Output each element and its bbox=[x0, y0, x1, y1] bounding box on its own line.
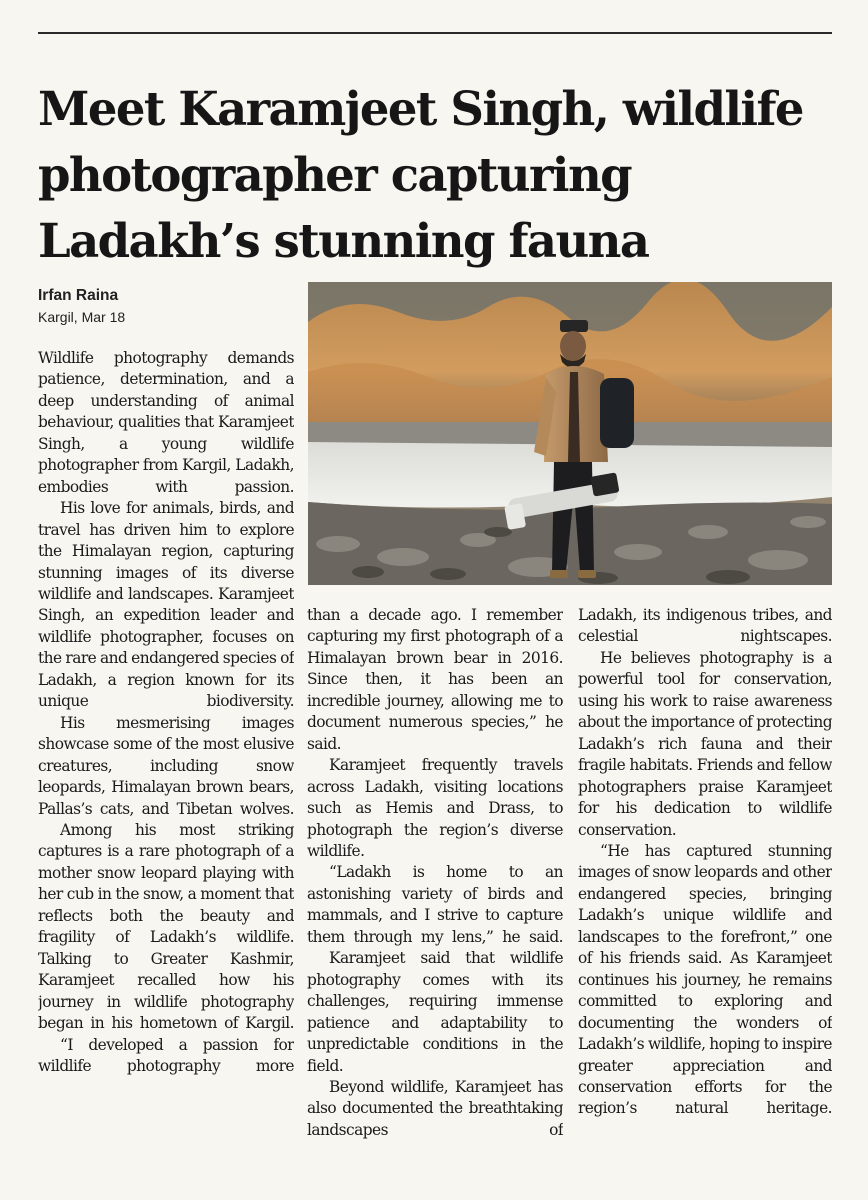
top-rule bbox=[38, 32, 832, 34]
paragraph: His love for animals, birds, and travel has driven him to explore the Himalayan region, capturing stunning images of its diverse wildlife and landscapes. Karamjeet Singh, an expedition leader and wildlife photographer, focuses on the rare and endangered species of Ladakh, a region known for its unique biodiversity. bbox=[38, 499, 294, 711]
article-column-2 bbox=[307, 605, 563, 1195]
article-photo bbox=[308, 282, 832, 585]
paragraph: Ladakh, its indigenous tribes, and celestial nightscapes. bbox=[578, 606, 832, 646]
article-column-3 bbox=[578, 605, 832, 1195]
byline bbox=[38, 286, 298, 327]
headline bbox=[38, 76, 838, 274]
paragraph: Among his most striking captures is a rare photograph of a mother snow leopard playing with her cub in the snow, a moment that reflects both the beauty and fragility of Ladakh’s wildlife. Talking to Greater Kashmir, Karamjeet recalled how his journey in wildlife photography began in his hometown of Kargil. bbox=[38, 820, 294, 1033]
headline-line-1: Meet Karamjeet Singh, wildlife bbox=[38, 81, 803, 136]
paragraph: His mesmerising images showcase some of the most elusive creatures, including snow leopards, Himalayan brown bears, Pallas’s cats, and Tibetan wolves. bbox=[38, 713, 294, 818]
headline-line-3: Ladakh’s stunning fauna bbox=[38, 213, 649, 268]
paragraph: Karamjeet frequently travels across Ladakh, visiting locations such as Hemis and Drass, to photograph the region’s diverse wildlife. bbox=[307, 756, 563, 860]
paragraph: Beyond wildlife, Karamjeet has also documented the breathtaking landscapes of bbox=[307, 1077, 563, 1139]
dateline: Kargil, Mar 18 bbox=[38, 309, 126, 325]
paragraph: than a decade ago. I remember capturing my first photograph of a Himalayan brown bear in 2016. Since then, it has been an incredible journey, allowing me to document numerous species,” he said. bbox=[307, 606, 563, 753]
paragraph: Karamjeet said that wildlife photography comes with its challenges, requiring immense patience and adaptability to unpredictable conditions in the field. bbox=[307, 949, 563, 1075]
author-name: Irfan Raina bbox=[38, 287, 119, 304]
photographer-photo-illustration bbox=[308, 282, 832, 585]
headline-line-2: photographer capturing bbox=[38, 147, 632, 202]
paragraph: He believes photography is a powerful tool for conservation, using his work to raise awareness about the importance of protecting Ladakh’s rich fauna and their fragile habitats. Friends and fellow photographers praise Karamjeet for his dedication to wildlife conservation. bbox=[578, 648, 832, 839]
paragraph: “Ladakh is home to an astonishing variety of birds and mammals, and I strive to capture them through my lens,” he said. bbox=[307, 863, 563, 946]
paragraph: “I developed a passion for wildlife photography more bbox=[38, 1035, 294, 1075]
paragraph: “He has captured stunning images of snow leopards and other endangered species, bringing Ladakh’s unique wildlife and landscapes to the forefront,” one of his friends said. As Karamjeet continues his journey, he remains committed to exploring and documenting the wonders of Ladakh’s wildlife, hoping to inspire greater appreciation and conservation efforts for the region’s natural heritage. bbox=[578, 841, 832, 1118]
article-column-1 bbox=[38, 348, 294, 1192]
paragraph: Wildlife photography demands patience, determination, and a deep understanding of animal behaviour, qualities that Karamjeet Singh, a young wildlife photographer from Kargil, Ladakh, embodies with passion. bbox=[38, 349, 294, 496]
